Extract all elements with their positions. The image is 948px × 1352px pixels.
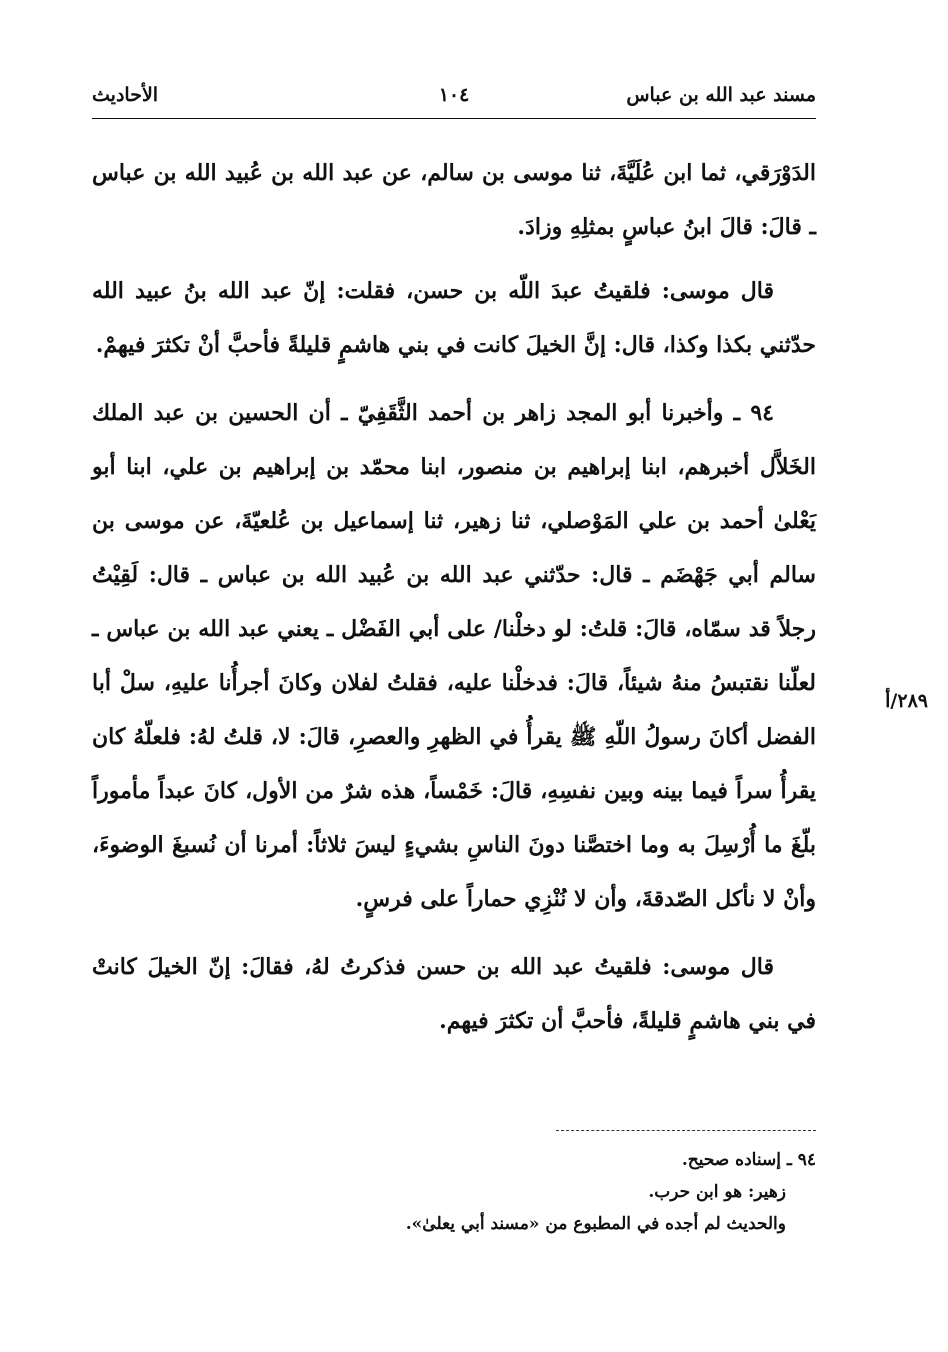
running-header — [92, 80, 816, 116]
manuscript-folio-note: ٢٨٩/أ — [885, 690, 928, 712]
section-title: الأحاديث — [92, 84, 159, 106]
paragraph-continuation: الدَوْرَقي، ثما ابن عُلَيَّةَ، ثنا موسى بن سالم، عن عبد الله بن عُبيد الله بن عباس ـ قالَ: قالَ ابنُ عباسٍ بمثلِهِ وزادَ. — [92, 160, 816, 240]
paragraph-musa-2: قال موسى: فلقيتُ عبد الله بن حسن فذكرتُ لهُ، فقالَ: إنّ الخيلَ كانتْ في بني هاشمٍ قليلةً، فأحبَّ أن تكثرَ فيهم. — [92, 954, 816, 1034]
footnotes — [92, 1144, 816, 1240]
header-rule — [92, 118, 816, 119]
footnote-separator — [556, 1130, 816, 1131]
page-number: ١٠٤ — [438, 84, 470, 106]
footnote-zuhair: زهير: هو ابن حرب. — [648, 1182, 786, 1202]
main-text — [92, 146, 816, 1062]
paragraph-hadith-94: ٩٤ ـ وأخبرنا أبو المجد زاهر بن أحمد الثَّقَفِيّ ـ أن الحسين بن عبد الملك الخَلاَّل أخبرهم، ابنا إبراهيم بن منصور، ابنا محمّد بن إبراهيم بن علي، ابنا أبو يَعْلىٰ أحمد بن علي المَوْصلي، ثنا زهير، ثنا إسماعيل بن عُلعيّةَ، عن موسى بن سالم أبي جَهْضَم ـ قال: حدّثني عبد الله بن عُبيد الله بن عباس ـ قال: لَقِيْتُ رجلاً قد سمّاه، قالَ: قلتُ: لو دخلْنا/ على أبي الفَضْل ـ يعني عبد الله بن عباس ـ لعلّنا نقتبسُ منهُ شيئاً، قالَ: فدخلْنا عليه، فقلتُ لفلان وكانَ أجرأُنا عليهِ، سلْ أبا الفضل أكانَ رسولُ اللّهِ ﷺ يقرأُ في الظهرِ والعصرِ، قالَ: لا، قلتُ لهُ: فلعلّهُ كان يقرأُ سراً فيما بينه وبين نفسِهِ، قالَ: خَمْساً، هذه شرٌ من الأول، كانَ عبداً مأموراً بلّغَ ما أُرْسِلَ به وما اختصَّنا دونَ الناسِ بشيءٍ ليسَ ثلاثاً: أمرنا أن نُسبغَ الوضوءَ، وأنْ لا نأكل الصّدقةَ، وأن لا نُنْزِي حماراً على فرسٍ. — [92, 400, 816, 912]
book-title: مسند عبد الله بن عباس — [626, 84, 816, 106]
footnote-94: ٩٤ ـ إسناده صحيح. — [681, 1150, 816, 1170]
footnote-source: والحديث لم أجده في المطبوع من «مسند أبي يعلىٰ». — [405, 1214, 786, 1234]
paragraph-musa-1: قال موسى: فلقيتُ عبدَ اللّه بن حسن، فقلت: إنّ عبد الله بنُ عبيد الله حدّثني بكذا وكذا، قال: إنَّ الخيلَ كانت في بني هاشمٍ قليلةً فأحبَّ أنْ تكثرَ فيهمْ. — [92, 278, 816, 358]
